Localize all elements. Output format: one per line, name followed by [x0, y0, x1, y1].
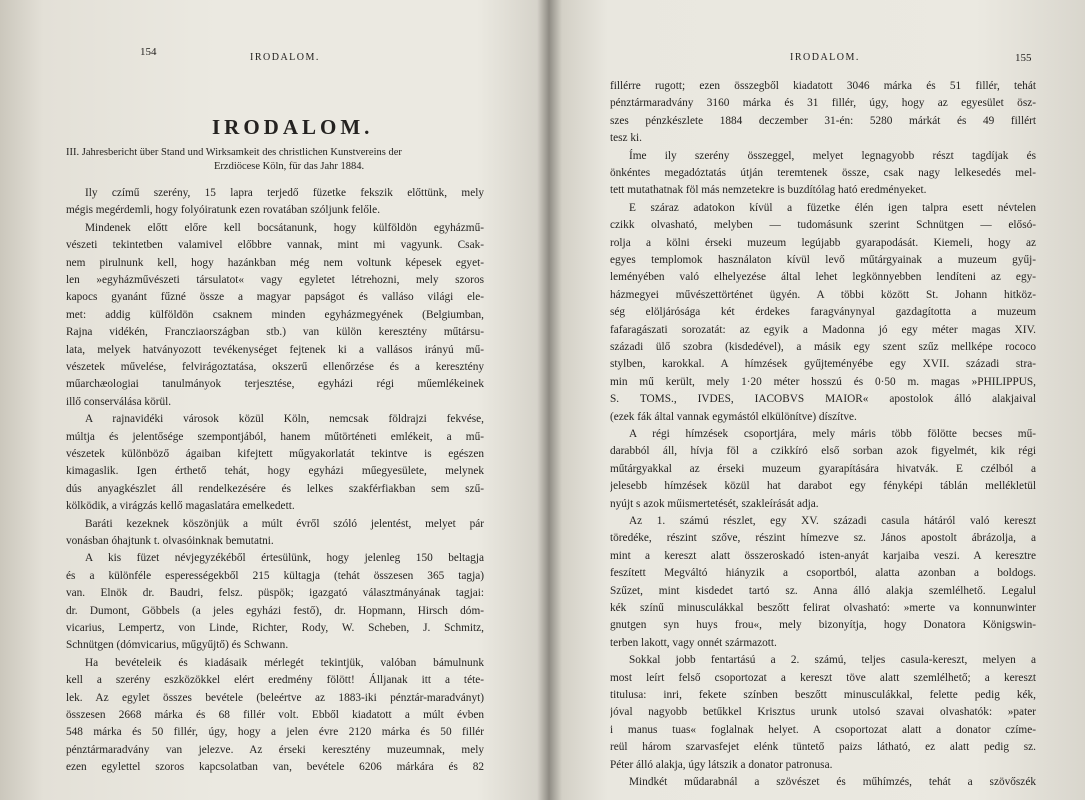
text-line: most leírt felső csoportozat a kereszt töve alatt szemlélhető; a kereszt — [610, 671, 1036, 684]
running-header-left: IRODALOM. — [250, 52, 320, 63]
text-line: kapocs gyanánt fűzné össze a magyar papságot és valláso világi ele- — [66, 291, 484, 304]
text-line: reül három szarvasfejet elénk tüntető paizs látható, ez alatt pedig sz. — [610, 741, 1036, 754]
text-line: Ily czímű szerény, 15 lapra terjedő füzetke fekszik előttünk, mely — [85, 187, 484, 199]
text-line: vészetek művelése, felvirágoztatása, okszerű ellenőrzése és a keresztény — [66, 361, 484, 373]
text-line: Sokkal jobb fentartású a 2. számú, teljes casula-kereszt, melyen a — [629, 654, 1036, 667]
text-line: nyújt s azok műismertetését, szakleírását adja. — [610, 497, 819, 510]
text-line: vészetek különböző ágaiban kifejtett műgyakorlatát tekintve is egészen — [66, 448, 484, 460]
text-line: van. Elnök dr. Baudri, felsz. püspök; igazgató választmányának tagjai: — [66, 587, 484, 600]
text-line: egyes templomok használaton kívül levő műtárgyainak a muzeum gyűj- — [610, 254, 1036, 266]
text-line: kell a szerény eszközökkel elért eredmény fölött! Álljanak itt a téte- — [66, 674, 484, 687]
text-line: rolja a kölni érseki muzeum legújabb gyarapodását. Kiemeli, hogy az — [610, 236, 1036, 249]
text-line: kimagaslik. Igen érthető tehát, hogy egyházi műegyesülete, melynek — [66, 465, 484, 478]
text-line: Schnütgen (dómvicarius, műgyűjtő) és Schwann. — [66, 639, 289, 652]
text-line: önkéntes megadóztatás útján teremtenek össze, csak nagy lelkesedés mel- — [610, 167, 1036, 179]
text-line: mint a kereszt alatt összeroskadó isten-anyát karjaiba veszi. A keresztre — [610, 549, 1036, 562]
text-line: házmegyei művészettörténet ügyén. A többi között St. Johann hitköz- — [610, 288, 1036, 301]
text-line: terben lakott, vagy onnét származott. — [610, 636, 777, 649]
text-line: feszített Megváltó hiányzik a csoportból, alatta azonban a boldogs. — [610, 567, 1036, 580]
text-line: Íme ily szerény összeggel, melyet legnagyobb részt tagdíjak és — [629, 149, 1036, 162]
text-line: Szűzet, mint kisdedet tartó sz. Anna álló alakja szemlélhető. Legalul — [610, 584, 1036, 597]
text-line: műarchæologiai tanulmányok terjesztése, egyházi régi műemlékeinek — [66, 378, 484, 391]
text-line: czikk olvasható, melyben — tudomásunk szerint Schnütgen — elősó- — [610, 219, 1036, 232]
text-line: fillérre rugott; ezen összegből kiadatott 3046 márka és 51 fillér, tehát — [610, 80, 1036, 92]
article-title: IRODALOM. — [212, 115, 374, 139]
reviewed-work-line-1: III. Jahresbericht über Stand und Wirksamkeit des christlichen Kunstvereins der — [66, 147, 402, 158]
text-line: lata, melyek hatványozott tevékenységet fejtenek ki a vallásos irányú mű- — [66, 343, 484, 356]
text-line: nem pirulnunk kell, hogy hazánkban még nem voltunk képesek egyet- — [66, 256, 484, 269]
text-line: Mindkét műdarabnál a szövészet és műhímzés, tehát a szövőszék — [629, 776, 1036, 788]
running-header-right: IRODALOM. — [790, 52, 860, 63]
text-line: leményében való elhelyezése által lehet legkönnyebben lendíteni az egy- — [610, 271, 1036, 284]
text-line: pénztármaradvány van jelezve. Az érseki keresztény muzeumnak, mely — [66, 743, 484, 756]
reviewed-work-line-2: Erzdiöcese Köln, für das Jahr 1884. — [214, 161, 365, 172]
text-line: pénztármaradvány 3160 márka és 31 fillér, úgy, hogy az egyesület ösz- — [610, 97, 1036, 110]
text-line: jelesebb hímzések közül hat darabot egy fényképi táblán mellékletül — [610, 480, 1036, 493]
text-line: Baráti kezeknek köszönjük a múlt évről szóló jelentést, melyet pár — [85, 517, 484, 530]
text-line: met: addig külföldön csaknem minden egyházmegyének (Belgiumban, — [66, 308, 484, 321]
text-line: vicarius, Lempertz, von Linde, Richter, Rody, W. Scheben, J. Schmitz, — [66, 622, 484, 634]
text-line: E száraz adatokon kívül a füzetke élén igen talpra esett névtelen — [629, 201, 1036, 214]
text-line: A kis füzet névjegyzékéből értesülünk, hogy jelenleg 150 beltagja — [85, 552, 484, 565]
text-line: Rajna vidékén, Francziaországban stb.) van külön keresztény műtársu- — [66, 326, 484, 339]
page-number-right: 155 — [1015, 52, 1032, 64]
text-line: vonásban óhajtunk t. olvasóinknak bemutatni. — [66, 535, 274, 547]
text-line: len »egyházművészeti társulatot« vagy egyletet létrehozni, mely szoros — [66, 274, 484, 286]
text-line: lek. Az egylet összes bevétele (beleértve az 1883-iki pénztár-maradványt) — [66, 691, 484, 704]
text-line: műtárgyakkal az érseki muzeum gyarapítására hivatvák. E czélból a — [610, 462, 1036, 475]
text-line: jóval nagyobb betűkkel Krisztus urunk utolsó szavai olvashatók: »pater — [610, 706, 1036, 719]
text-line: ség elöljárósága két érdekes faragványnyal gazdagította a muzeum — [610, 306, 1036, 319]
text-line: vészeti tekintetben valamivel előbbre vannak, mint mi vagyunk. Csak- — [66, 239, 484, 252]
text-line: tesz ki. — [610, 132, 642, 145]
page-number-left: 154 — [140, 46, 157, 58]
text-line: 548 márka és 50 fillér, úgy, hogy a jelen évre 2120 márka és 50 fillér — [66, 726, 484, 739]
text-line: A rajnavidéki városok közül Köln, nemcsak földrajzi fekvése, — [85, 413, 484, 426]
text-line: fafaragászati sorozatát: az egyik a Madonna jó egy méter magas XIV. — [610, 323, 1036, 336]
text-line: töredéke, részint szőve, részint hímezve sz. János apostolt ábrázolja, a — [610, 532, 1036, 545]
text-line: titulusa: inri, fekete színben beszőtt minusculákkal, felette pedig kék, — [610, 689, 1036, 701]
text-line: dús anyagkészlet áll rendelkezésére és lelkes szakférfiakban sem szű- — [66, 482, 484, 495]
text-line: (ezek fák által vannak egymástól elkülönítve) díszítve. — [610, 410, 857, 423]
text-line: S. TOMS., IVDES, IACOBVS MAIOR« apostolok álló alakjaival — [610, 393, 1036, 406]
text-line: századi ülő szobra (kisdedével), a másik egy szent szűz mellképe rococo — [610, 341, 1036, 353]
text-line: stylben, karokkal. A hímzések gyűjteményébe egy XVII. századi stra- — [610, 358, 1036, 371]
text-line: összesen 2668 márka és 68 fillér volt. Ebből kiadatott a múlt évben — [66, 709, 484, 721]
text-line: tett mutathatnak föl más nemzetekre is buzdítólag ható eredményeket. — [610, 184, 927, 197]
text-line: múltja és jelentősége szempontjából, hanem műtörténeti emlékeit, a mű- — [66, 430, 484, 443]
text-line: kölködik, a virágzás kellő magaslatára emelkedett. — [66, 500, 295, 513]
text-line: Ha bevételeik és kiadásaik mérlegét tekintjük, valóban bámulnunk — [85, 656, 484, 669]
text-line: kék színű minusculákkal beszőtt felirat olvasható: »merte va konnunwinter — [610, 602, 1036, 614]
text-line: A régi hímzések csoportjára, mely máris több fölötte becses mű- — [629, 428, 1036, 440]
text-line: darabból áll, hívja föl a czikkíró első sorban azok figyelmét, kik régi — [610, 445, 1036, 458]
text-line: és a különféle esperességekből 215 kültagja (tehát összesen 365 tagja) — [66, 569, 484, 582]
text-line: Az 1. számú részlet, egy XV. századi casula hátáról való kereszt — [629, 515, 1036, 527]
right-page — [543, 0, 1085, 800]
text-line: dr. Dumont, Göbbels (a jeles egyházi festő), dr. Hopmann, Hirsch dóm- — [66, 604, 484, 617]
text-line: szes pénzkészlete 1884 deczember 31-én: 5280 márkát és 49 fillért — [610, 114, 1036, 127]
text-line: ezen egylettel szoros kapcsolatban van, bevétele 6206 márkára és 82 — [66, 761, 484, 774]
text-line: mégis megérdemli, hogy folyóiratunk ezen rovatában szóljunk felőle. — [66, 204, 381, 217]
text-line: i manus tuas« foglalnak helyet. A csoportozat alatt a donator czíme- — [610, 723, 1036, 736]
text-line: illő conserválása körül. — [66, 395, 172, 408]
text-line: Péter álló alakja, úgy látszik a donator patronusa. — [610, 758, 833, 771]
text-line: Mindenek előtt előre kell bocsátanunk, hogy külföldön egyházmű- — [85, 221, 484, 234]
text-line: min mű került, mely 1·20 méter hosszú és 0·50 m. magas »PHILIPPUS, — [610, 375, 1036, 388]
text-line: gnutgen syn huys frou«, mely bizonyítja, hogy Donatora Königswin- — [610, 619, 1036, 632]
left-page — [0, 0, 542, 800]
